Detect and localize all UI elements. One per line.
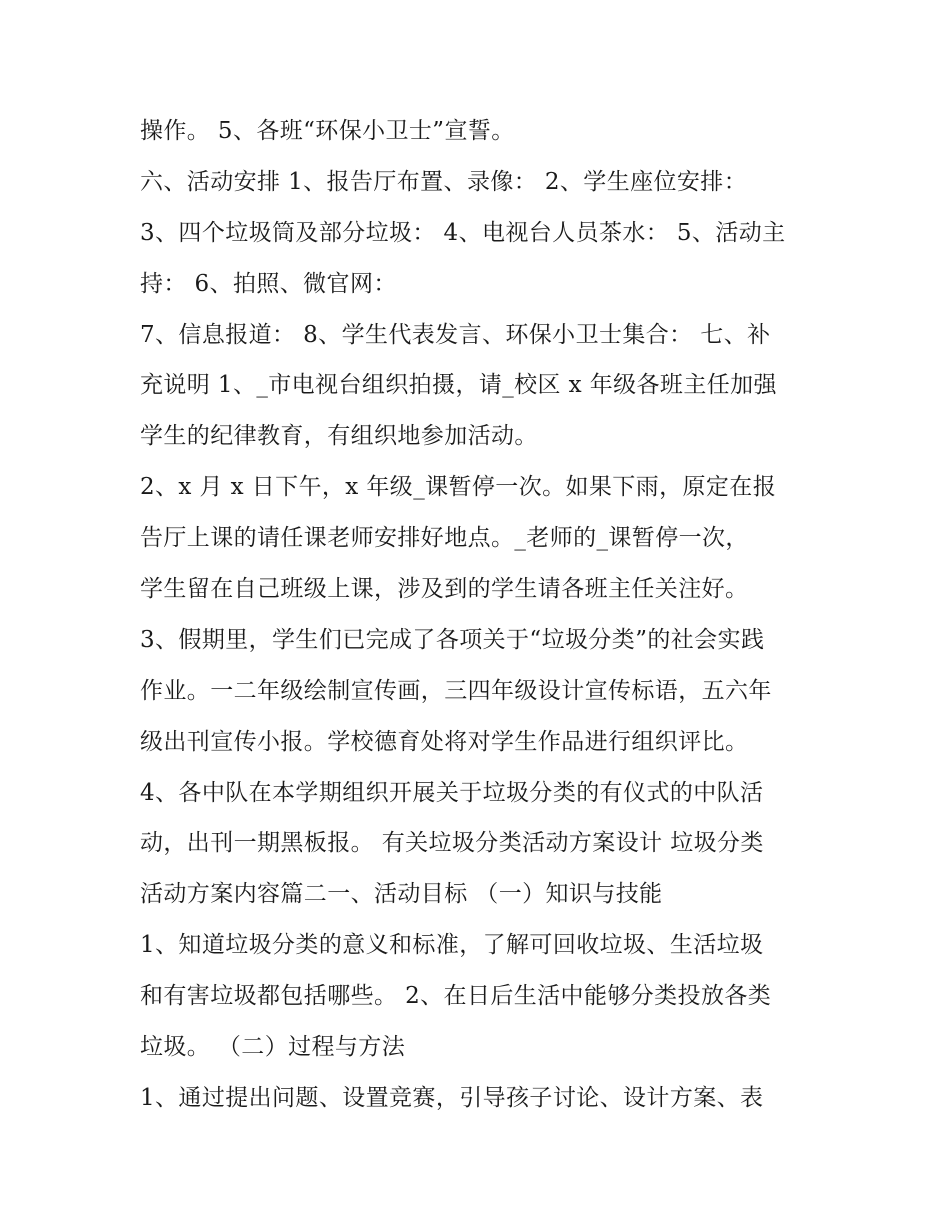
text-line: 4、各中队在本学期组织开展关于垃圾分类的有仪式的中队活: [140, 779, 764, 806]
text-line: 3、四个垃圾筒及部分垃圾： 4、电视台人员茶水： 5、活动主: [140, 219, 786, 246]
text-line: 充说明 1、_市电视台组织拍摄，请_校区 x 年级各班主任加强: [140, 372, 777, 399]
document-body: [140, 106, 820, 1124]
text-line: 级出刊宣传小报。学校德育处将对学生作品进行组织评比。: [140, 728, 749, 755]
text-line: 7、信息报道： 8、学生代表发言、环保小卫士集合： 七、补: [140, 321, 771, 348]
text-line: 和有害垃圾都包括哪些。 2、在日后生活中能够分类投放各类: [140, 983, 772, 1010]
text-line: 动，出刊一期黑板报。 有关垃圾分类活动方案设计 垃圾分类: [140, 830, 764, 857]
text-line: 1、通过提出问题、设置竞赛，引导孩子讨论、设计方案、表: [140, 1084, 764, 1111]
text-line: 六、活动安排 1、报告厅布置、录像： 2、学生座位安排：: [140, 168, 748, 195]
text-line: 学生留在自己班级上课，涉及到的学生请各班主任关注好。: [140, 576, 749, 603]
text-line: 告厅上课的请任课老师安排好地点。_老师的_课暂停一次，: [140, 525, 749, 552]
text-line: 活动方案内容篇二一、活动目标 （一）知识与技能: [140, 881, 663, 908]
text-line: 持： 6、拍照、微官网：: [140, 270, 397, 297]
text-line: 学生的纪律教育，有组织地参加活动。: [140, 423, 538, 450]
text-line: 3、假期里，学生们已完成了各项关于“垃圾分类”的社会实践: [140, 626, 765, 653]
text-line: 垃圾。 （二）过程与方法: [140, 1034, 406, 1061]
text-line: 2、x 月 x 日下午，x 年级_课暂停一次。如果下雨，原定在报: [140, 474, 777, 501]
text-line: 操作。 5、各班“环保小卫士”宣誓。: [140, 118, 515, 144]
text-line: 1、知道垃圾分类的意义和标准，了解可回收垃圾、生活垃圾: [140, 932, 764, 959]
text-line: 作业。一二年级绘制宣传画，三四年级设计宣传标语，五六年: [140, 677, 772, 704]
